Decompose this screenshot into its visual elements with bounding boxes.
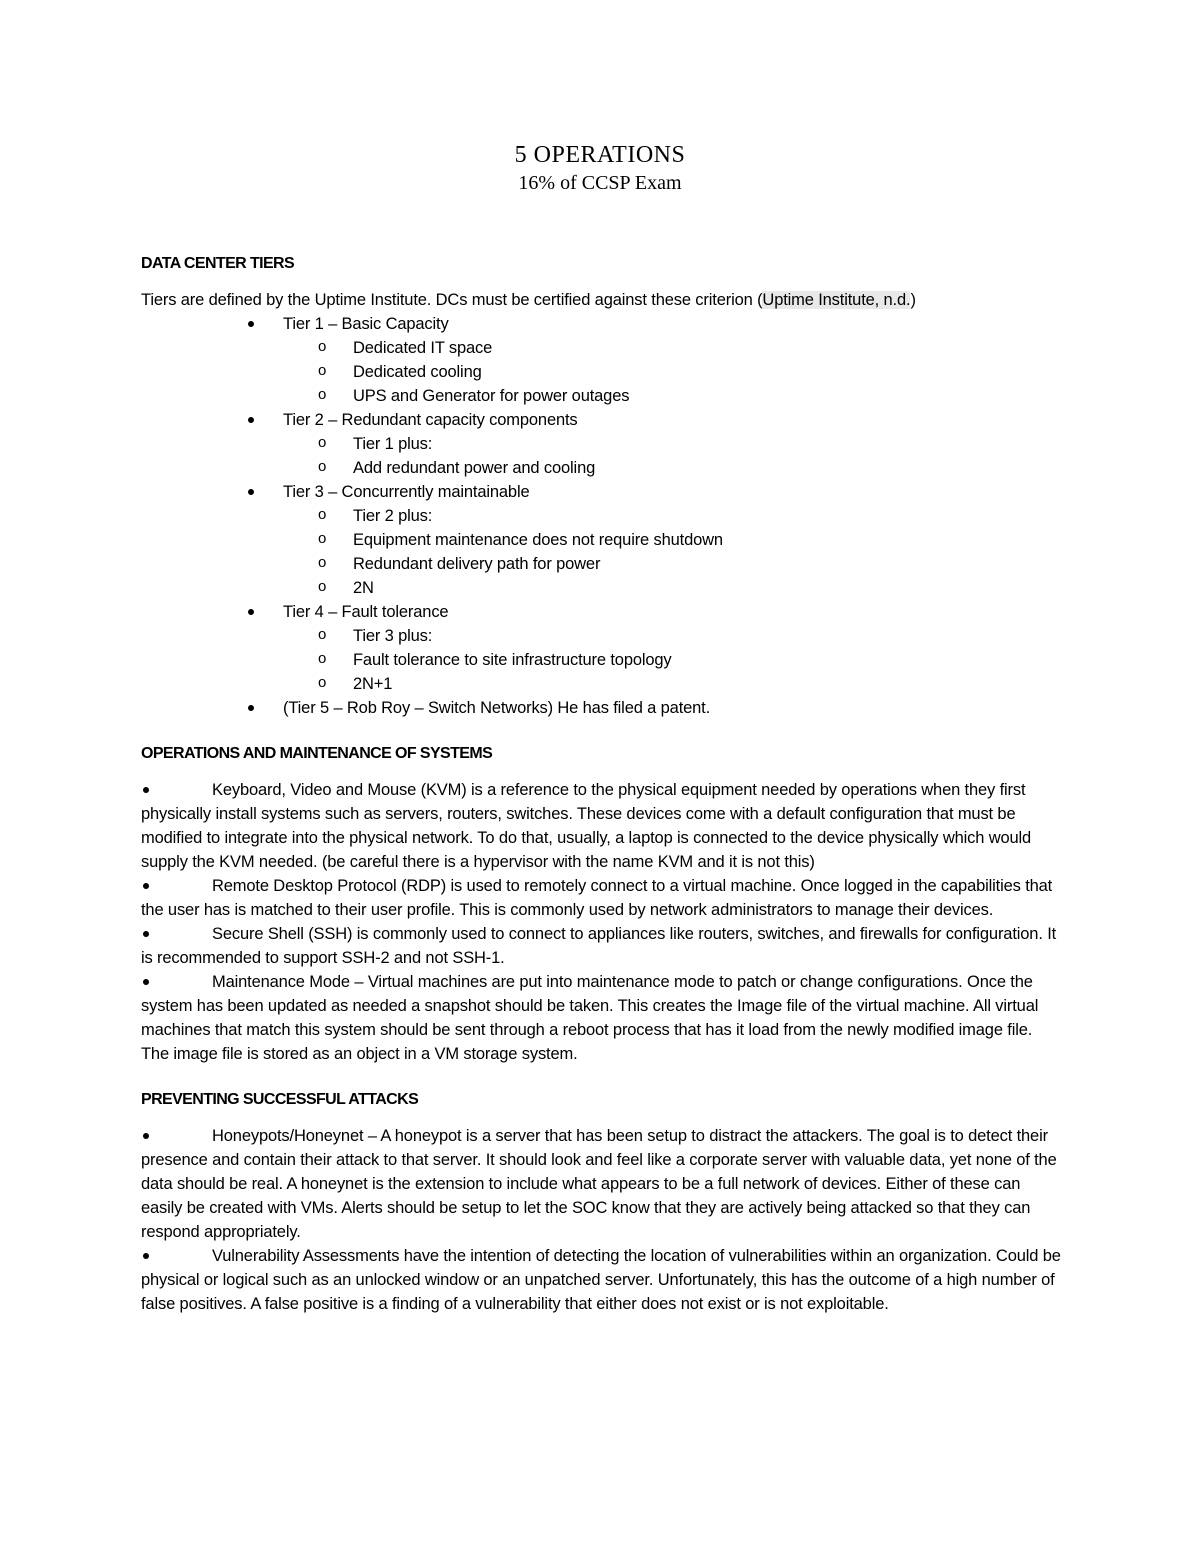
section-heading-operations-maintenance: OPERATIONS AND MAINTENANCE OF SYSTEMS: [141, 745, 493, 762]
tier-sub-list: [283, 336, 1061, 408]
tier-sub-item: o 2N+1: [141, 672, 1061, 696]
tier-item: [141, 312, 1061, 408]
tier-label: Tier 4 – Fault tolerance: [283, 603, 449, 621]
section-heading-data-center-tiers: DATA CENTER TIERS: [141, 255, 295, 272]
attacks-list: [141, 1124, 1061, 1316]
list-item-maintenance-mode: Maintenance Mode – Virtual machines are put into maintenance mode to patch or change configurations. Once the system has been updated as needed a snapshot should be taken. This creates the Image file of the virtual machine. All virtual machines that match this system should be sent through a reboot process that has it load from the newly modified image file. The image file is stored as an object in a VM storage system.: [141, 970, 1061, 1066]
tier-label: Tier 2 – Redundant capacity components: [283, 411, 578, 429]
list-item-kvm: Keyboard, Video and Mouse (KVM) is a reference to the physical equipment needed by operations when they first physically install systems such as servers, routers, switches. These devices come with a default configuration that must be modified to integrate into the physical network. To do that, usually, a laptop is connected to the device physically which would supply the KVM needed. (be careful there is a hypervisor with the name KVM and it is not this): [141, 778, 1061, 874]
tier-list: [141, 312, 1061, 720]
tier-sub-item: o Fault tolerance to site infrastructure topology: [141, 648, 1061, 672]
page-title: 5 OPERATIONS: [514, 142, 686, 168]
tier-item: [141, 408, 1061, 480]
tier-sub-item: o Add redundant power and cooling: [141, 456, 1061, 480]
tier-sub-item: o Tier 2 plus:: [141, 504, 1061, 528]
tier-item: [141, 600, 1061, 696]
tier-sub-list: [283, 504, 1061, 600]
tier-sub-list: [283, 432, 1061, 480]
list-item-rdp: Remote Desktop Protocol (RDP) is used to remotely connect to a virtual machine. Once logged in the capabilities that the user has is matched to their user profile. This is commonly used by network administrators to manage their devices.: [141, 874, 1061, 922]
tier-label: (Tier 5 – Rob Roy – Switch Networks) He has filed a patent.: [283, 699, 711, 717]
tier-sub-item: o 2N: [141, 576, 1061, 600]
tier-item: [141, 696, 1061, 720]
tier-sub-item: o Dedicated cooling: [141, 360, 1061, 384]
section-heading-preventing-attacks: PREVENTING SUCCESSFUL ATTACKS: [141, 1091, 419, 1108]
list-item-honeypots: Honeypots/Honeynet – A honeypot is a server that has been setup to distract the attackers. The goal is to detect their presence and contain their attack to that server. It should look and feel like a corporate server with valuable data, yet none of the data should be real. A honeynet is the extension to include what appears to be a full network of devices. Either of these can easily be created with VMs. Alerts should be setup to let the SOC know that they are actively being attacked so that they can respond appropriately.: [141, 1124, 1061, 1244]
tier-sub-item: o Tier 3 plus:: [141, 624, 1061, 648]
list-item-ssh: Secure Shell (SSH) is commonly used to connect to appliances like routers, switches, and firewalls for configuration. It is recommended to support SSH-2 and not SSH-1.: [141, 922, 1061, 970]
tier-item: [141, 480, 1061, 600]
tier-sub-item: o Dedicated IT space: [141, 336, 1061, 360]
tiers-intro: [141, 288, 1061, 312]
tier-label: Tier 1 – Basic Capacity: [283, 315, 449, 333]
list-item-vulnerability-assessments: Vulnerability Assessments have the intention of detecting the location of vulnerabilities within an organization. Could be physical or logical such as an unlocked window or an unpatched server. Unfortunately, this has the outcome of a high number of false positives. A false positive is a finding of a vulnerability that either does not exist or is not exploitable.: [141, 1244, 1061, 1316]
tier-sub-item: o Equipment maintenance does not require shutdown: [141, 528, 1061, 552]
page-subtitle: 16% of CCSP Exam: [518, 172, 682, 194]
tier-sub-item: o Redundant delivery path for power: [141, 552, 1061, 576]
citation: Uptime Institute, n.d.: [762, 291, 911, 309]
tier-label: Tier 3 – Concurrently maintainable: [283, 483, 530, 501]
document-body: [141, 252, 1061, 1316]
tier-sub-item: o UPS and Generator for power outages: [141, 384, 1061, 408]
tier-sub-list: [283, 624, 1061, 696]
tiers-intro-text: Tiers are defined by the Uptime Institute. DCs must be certified against these criterion (: [141, 291, 763, 309]
operations-list: [141, 778, 1061, 1066]
tier-sub-item: o Tier 1 plus:: [141, 432, 1061, 456]
tiers-intro-end: ): [910, 291, 916, 309]
